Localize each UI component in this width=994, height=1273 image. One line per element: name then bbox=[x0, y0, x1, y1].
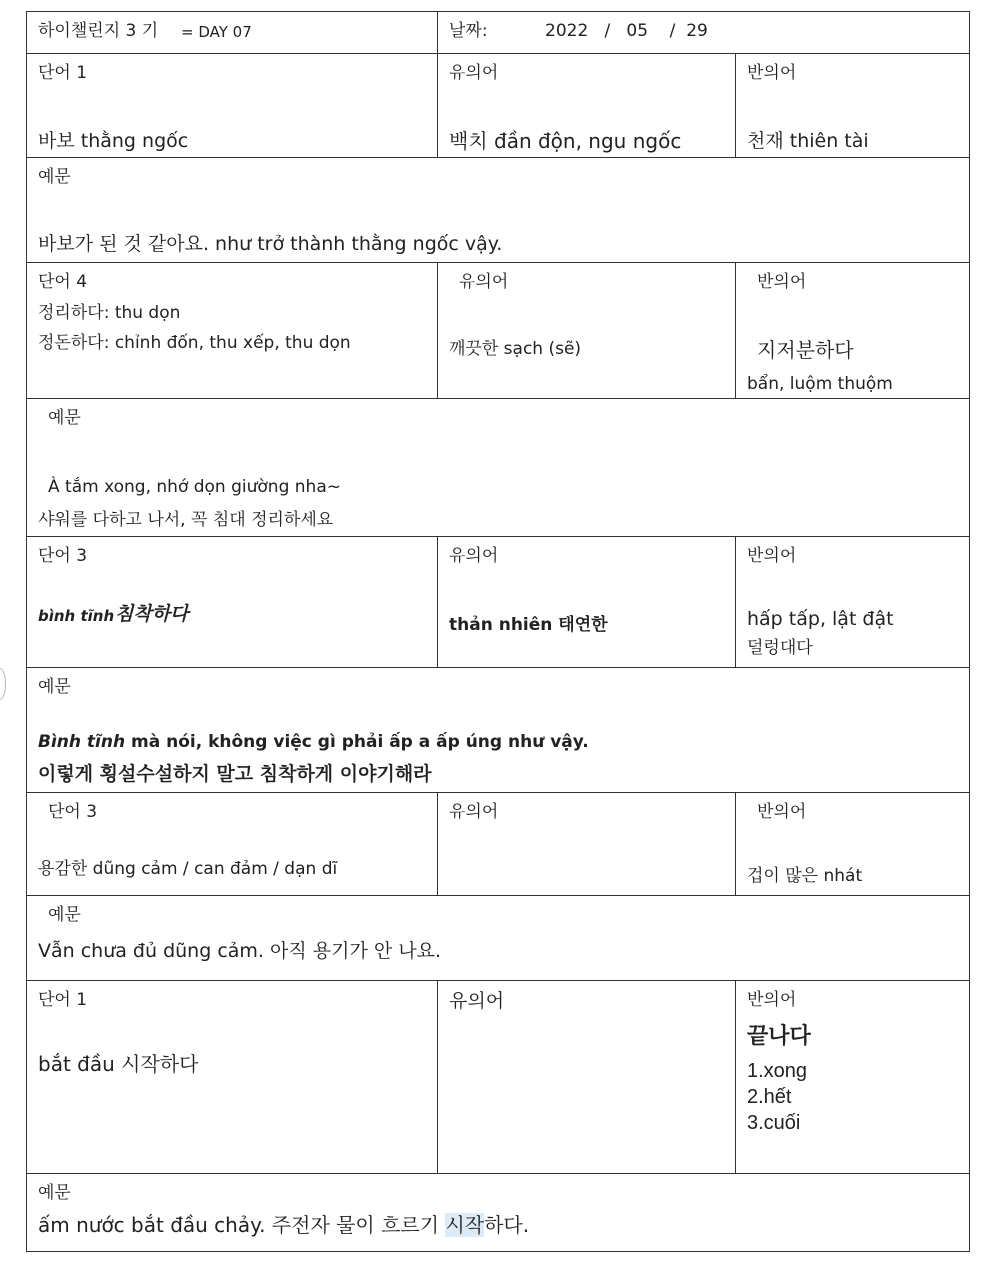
entry-5-synonym-label: 유의어 bbox=[449, 990, 505, 1012]
entry-2-synonym-cell bbox=[437, 263, 735, 398]
entry-1-word-cell bbox=[27, 54, 437, 157]
entry-5-word-row bbox=[27, 980, 969, 1173]
day-label: = DAY 07 bbox=[181, 23, 252, 41]
entry-2-example-ko: 샤워를 다하고 나서, 꼭 침대 정리하세요 bbox=[38, 510, 334, 530]
entry-5-word: bắt đầu 시작하다 bbox=[38, 1052, 199, 1076]
entry-1-antonym: 천재 thiên tài bbox=[747, 130, 869, 152]
entry-4-example-row bbox=[27, 895, 969, 980]
entry-4-example-label: 예문 bbox=[48, 905, 81, 925]
entry-4-antonym-cell bbox=[735, 793, 969, 895]
entry-3-example-vi-italic: Bình tĩnh bbox=[38, 732, 126, 752]
challenge-cell bbox=[27, 12, 437, 53]
entry-5-antonym-label: 반의어 bbox=[747, 990, 797, 1010]
entry-2-antonym-label: 반의어 bbox=[757, 272, 807, 292]
entry-3-example-vi bbox=[38, 732, 589, 752]
entry-5-word-cell bbox=[27, 981, 437, 1173]
entry-5-example-row bbox=[27, 1173, 969, 1251]
entry-5-example-post: 하다. bbox=[484, 1213, 530, 1237]
entry-2-synonym: 깨끗한 sạch (sẽ) bbox=[449, 339, 582, 359]
entry-3-word-ko: 침착하다 bbox=[115, 603, 189, 625]
entry-1-word-row bbox=[27, 53, 969, 157]
entry-2-example-vi: À tắm xong, nhớ dọn giường nha~ bbox=[48, 477, 341, 497]
entry-4-synonym-cell bbox=[437, 793, 735, 895]
entry-2-example-row bbox=[27, 398, 969, 536]
entry-1-synonym: 백치 đần độn, ngu ngốc bbox=[449, 129, 682, 153]
entry-1-example-row bbox=[27, 157, 969, 262]
entry-5-antonym-item: 2.hết bbox=[747, 1086, 792, 1108]
entry-4-word-cell bbox=[27, 793, 437, 895]
entry-3-antonym-ko: 덜렁대다 bbox=[747, 638, 813, 658]
entry-3-antonym-vi: hấp tấp, lật đật bbox=[747, 608, 894, 630]
entry-2-word-cell bbox=[27, 263, 437, 398]
entry-1-synonym-label: 유의어 bbox=[449, 63, 499, 83]
entry-3-word-cell bbox=[27, 537, 437, 667]
entry-3-word-label: 단어 3 bbox=[38, 546, 88, 566]
entry-3-example-row bbox=[27, 667, 969, 792]
date-value: 2022 / 05 / 29 bbox=[545, 21, 708, 41]
entry-2-word-line1: 정리하다: thu dọn bbox=[38, 303, 181, 323]
entry-4-word: 용감한 dũng cảm / can đảm / dạn dĩ bbox=[38, 859, 338, 879]
entry-5-antonym-item: 1.xong bbox=[747, 1060, 808, 1082]
entry-3-antonym-cell bbox=[735, 537, 969, 667]
entry-3-synonym-label: 유의어 bbox=[449, 546, 499, 566]
entry-4-synonym-label: 유의어 bbox=[449, 802, 499, 822]
entry-5-antonym-cell bbox=[735, 981, 969, 1173]
vocabulary-sheet bbox=[26, 11, 970, 1252]
entry-2-antonym-ko: 지저분하다 bbox=[757, 338, 854, 362]
entry-5-antonym-item: 3.cuối bbox=[747, 1112, 801, 1134]
entry-5-word-label: 단어 1 bbox=[38, 990, 88, 1010]
entry-3-example-ko: 이렇게 횡설수설하지 말고 침착하게 이야기해라 bbox=[38, 763, 432, 785]
entry-1-antonym-cell bbox=[735, 54, 969, 157]
entry-4-antonym: 겁이 많은 nhát bbox=[747, 866, 863, 886]
entry-1-example-label: 예문 bbox=[38, 167, 71, 187]
date-cell bbox=[437, 12, 969, 53]
header-row bbox=[27, 12, 969, 53]
entry-1-synonym-cell bbox=[437, 54, 735, 157]
entry-4-example: Vẫn chưa đủ dũng cảm. 아직 용기가 안 나요. bbox=[38, 940, 441, 962]
entry-5-antonym-ko: 끝나다 bbox=[747, 1024, 811, 1049]
entry-5-example-label: 예문 bbox=[38, 1183, 71, 1203]
date-label: 날짜: bbox=[449, 21, 488, 41]
entry-5-example-highlight: 시작 bbox=[445, 1213, 485, 1237]
entry-3-example-vi-rest: mà nói, không việc gì phải ấp a ấp úng như vậy. bbox=[125, 732, 589, 752]
entry-5-synonym-cell bbox=[437, 981, 735, 1173]
entry-4-word-label: 단어 3 bbox=[48, 802, 98, 822]
entry-5-example-pre: ấm nước bắt đầu chảy. 주전자 물이 흐르기 bbox=[38, 1213, 446, 1237]
entry-5-example bbox=[38, 1213, 529, 1237]
entry-4-antonym-label: 반의어 bbox=[757, 802, 807, 822]
entry-2-example-label: 예문 bbox=[48, 408, 81, 428]
entry-3-word-row bbox=[27, 536, 969, 667]
entry-2-antonym-cell bbox=[735, 263, 969, 398]
entry-3-synonym-cell bbox=[437, 537, 735, 667]
entry-1-word-label: 단어 1 bbox=[38, 63, 88, 83]
entry-2-word-label: 단어 4 bbox=[38, 272, 88, 292]
entry-3-synonym: thản nhiên 태연한 bbox=[449, 615, 608, 635]
entry-2-antonym-vi: bẩn, luộm thuộm bbox=[747, 374, 893, 394]
entry-1-antonym-label: 반의어 bbox=[747, 63, 797, 83]
entry-2-synonym-label: 유의어 bbox=[459, 272, 509, 292]
entry-3-word-vi: bình tĩnh bbox=[38, 607, 115, 625]
entry-2-word-line2: 정돈하다: chỉnh đốn, thu xếp, thu dọn bbox=[38, 333, 351, 353]
entry-3-example-label: 예문 bbox=[38, 677, 71, 697]
entry-3-antonym-label: 반의어 bbox=[747, 546, 797, 566]
entry-4-word-row bbox=[27, 792, 969, 895]
entry-2-word-row bbox=[27, 262, 969, 398]
challenge-title: 하이챌린지 3 기 bbox=[38, 21, 159, 41]
entry-1-word: 바보 thằng ngốc bbox=[38, 130, 189, 152]
entry-1-example: 바보가 된 것 같아요. như trở thành thằng ngốc vậy. bbox=[38, 233, 503, 255]
page-edge-mark bbox=[0, 668, 6, 700]
